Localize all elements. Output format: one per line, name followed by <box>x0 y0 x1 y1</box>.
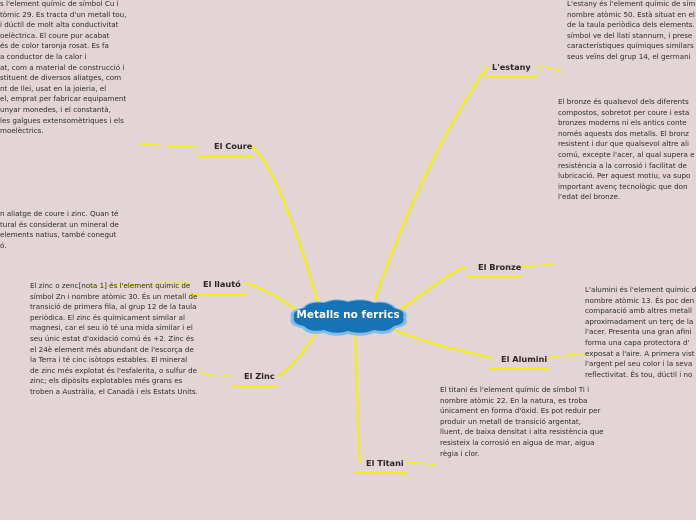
branch-llauto[interactable] <box>203 279 241 289</box>
branch-coure-underline <box>198 155 254 157</box>
link-note-alumini <box>547 354 585 358</box>
link-coure <box>252 146 318 302</box>
branch-alumini-label: El Alumini <box>501 354 548 364</box>
link-estany <box>375 67 488 300</box>
central-topic-label: Metalls no ferrics <box>296 309 400 321</box>
link-note-coure <box>140 144 198 147</box>
link-titani <box>355 333 360 462</box>
link-note-estany <box>538 67 562 72</box>
central-topic[interactable] <box>286 297 410 337</box>
note-alumini: L'alumini és l'element químic d nombre atòmic 13. És poc den comparació amb altres metall aproximadament un terç de la l'acer. Presenta una gran afini forma una capa protectora d' exposat a l'aire. A primera vist l'argent pel seu color i la seva reflectivitat. És tou, dúctil i no <box>585 285 696 379</box>
link-note-bronze <box>520 264 555 267</box>
branch-llauto-label: El llautó <box>203 279 241 289</box>
note-coure: s l'element químic de símbol Cu i tòmic 29. Es tracta d'un metall tou, i dúctil de molt alta conductivitat oelèctrica. El coure pur acabat és de color taronja rosat. Es fa a conductor de la calor i at, com a material de construcció i stituent de diversos aliatges, com nt de llei, usat en la joieria, el el, emprat per fabricar equipament unyar monedes, i el constantà, les galgues extensomètriques i els moelèctrics. <box>0 0 127 136</box>
note-estany: L'estany és l'element químic de sím nombre atòmic 50. Està situat en el de la taula periòdica dels elements. símbol ve del llatí stannum, i prese característiques químiques similars seus veïns del grup 14, el germani <box>567 0 696 61</box>
branch-zinc-label: El Zinc <box>244 371 275 381</box>
branch-titani-label: El Titani <box>366 458 404 468</box>
note-titani: El titani és l'element químic de símbol Ti i nombre atòmic 22. En la natura, es troba únicament en forma d'òxid. Es pot reduir per produir un metall de transició argentat, lluent, de baixa densitat i alta resistència que resisteix la corrosió en aigua de mar, aigua règia i clor. <box>440 385 604 458</box>
link-note-zinc <box>200 372 232 376</box>
branch-zinc-underline <box>232 385 279 387</box>
branch-llauto-underline <box>190 293 247 295</box>
note-zinc: El zinc o zenc[nota 1] és l'element químic de símbol Zn i nombre atòmic 30. És un metall de transició de primera fila, al grup 12 de la taula periòdica. El zinc és químicament similar al magnesi, car el seu iò té una mida similar i el seu únic estat d'oxidació comú és +2. Zinc és el 24è element més abundant de l'escorça de la Terra i té cinc isòtops estables. El mineral de zinc més explotat és l'esfalerita, o sulfur de zinc; els dipòsits explotables més grans es troben a Austràlia, el Canadà i els Estats Units. <box>30 281 198 396</box>
branch-bronze-label: El Bronze <box>478 262 522 272</box>
branch-estany-label: L'estany <box>492 62 531 72</box>
note-bronze: El bronze és qualsevol dels diferents compostos, sobretot per coure i esta bronzes moderns ni els antics conte només aquests dos metalls. El bronz resistent i dur que qualsevol altre ali comú, excepte l'acer, al qual supera e resistència a la corrosió i facilitat de lubricació. Per aquest motiu, va supo important avenç tecnològic que don l'edat del bronze. <box>558 97 695 202</box>
note-llauto: n aliatge de coure i zinc. Quan té tural és considerat un mineral de elements natius, també conegut ó. <box>0 209 119 250</box>
branch-alumini-underline <box>490 368 549 370</box>
branch-titani-underline <box>354 472 408 474</box>
branch-alumini[interactable] <box>501 354 547 364</box>
branch-zinc[interactable] <box>244 371 275 381</box>
branch-bronze-underline <box>466 276 522 278</box>
branch-coure[interactable] <box>214 141 252 151</box>
branch-estany[interactable] <box>492 62 531 72</box>
branch-titani[interactable] <box>366 458 404 468</box>
branch-coure-label: El Coure <box>214 141 253 151</box>
link-note-titani <box>406 462 436 465</box>
branch-estany-underline <box>486 76 538 78</box>
branch-bronze[interactable] <box>478 262 521 272</box>
